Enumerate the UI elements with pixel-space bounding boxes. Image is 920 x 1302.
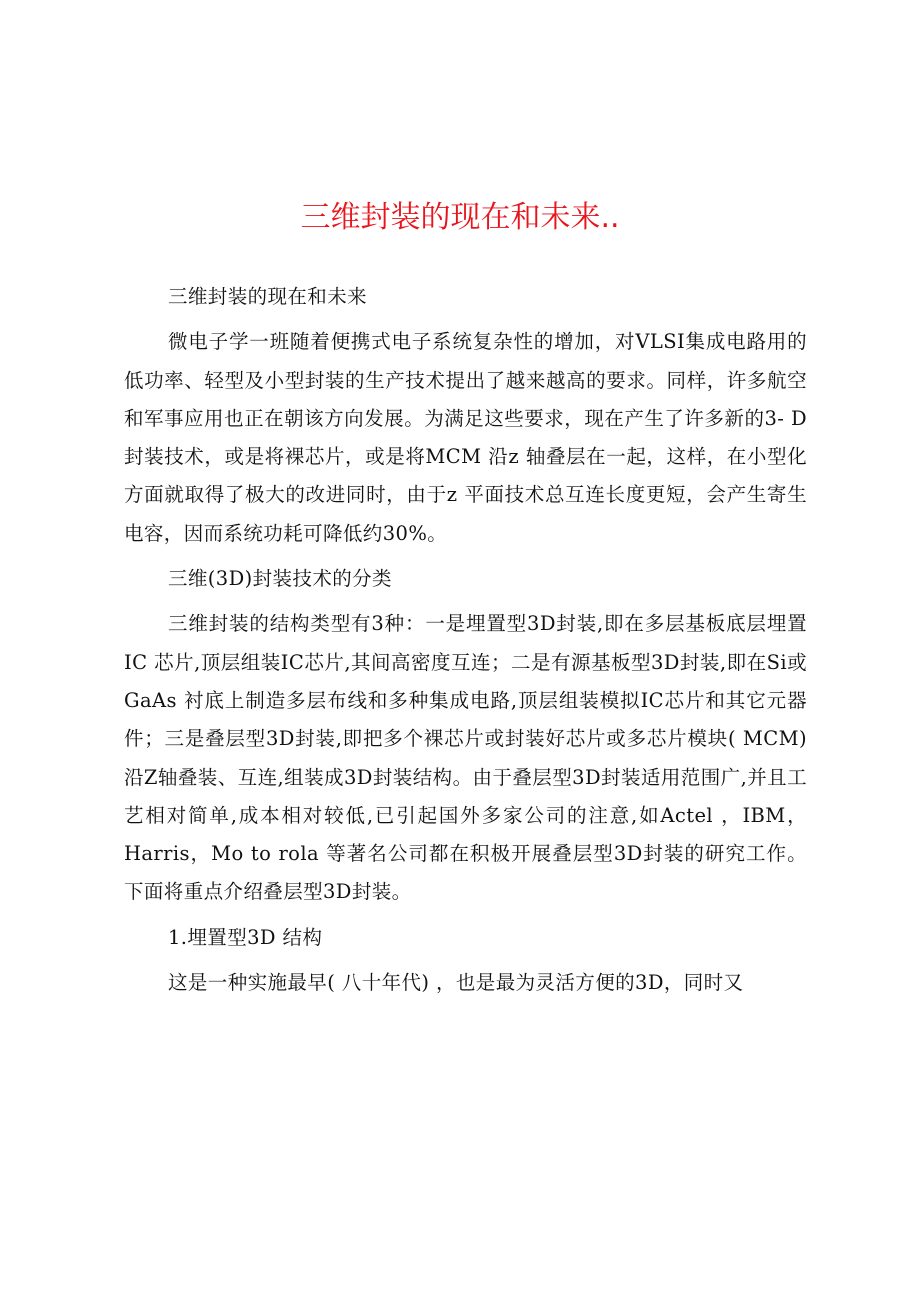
paragraph-classification: 三维封装的结构类型有3种：一是埋置型3D封装,即在多层基板底层埋置IC 芯片,顶层组装IC芯片,其间高密度互连；二是有源基板型3D封装,即在Si或GaAs 衬底上制造多层布线和多种集成电路,顶层组装模拟IC芯片和其它元器件；三是叠层型3D封装,即把多个裸芯片或封装好芯片或多芯片模块( MCM)沿Z轴叠装、互连,组装成3D封装结构。由于叠层型3D封装适用范围广,并且工艺相对简单,成本相对较低,已引起国外多家公司的注意,如Actel ，IBM，Harris，Mo to rola 等著名公司都在积极开展叠层型3D封装的研究工作。下面将重点介绍叠层型3D封装。 [124, 612, 807, 904]
document-title: 三维封装的现在和未来.. [300, 200, 620, 235]
paragraph-intro: 微电子学一班随着便携式电子系统复杂性的增加，对VLSI集成电路用的低功率、轻型及小型封装的生产技术提出了越来越高的要求。同样，许多航空和军事应用也正在朝该方向发展。为满足这些要求，现在产生了许多新的3- D 封装技术，或是将裸芯片，或是将MCM 沿z 轴叠层在一起，这样，在小型化方面就取得了极大的改进同时，由于z 平面技术总互连长度更短，会产生寄生电容，因而系统功耗可降低约30%。 [124, 330, 807, 545]
paragraph-embedded-3d: 这是一种实施最早( 八十年代) ，也是最为灵活方便的3D，同时又 [168, 971, 744, 995]
document-body [124, 278, 807, 1002]
section-heading-classification: 三维(3D)封装技术的分类 [168, 567, 392, 591]
section-heading-intro: 三维封装的现在和未来 [168, 285, 368, 308]
section-heading-embedded-3d: 1.埋置型3D 结构 [168, 925, 323, 949]
